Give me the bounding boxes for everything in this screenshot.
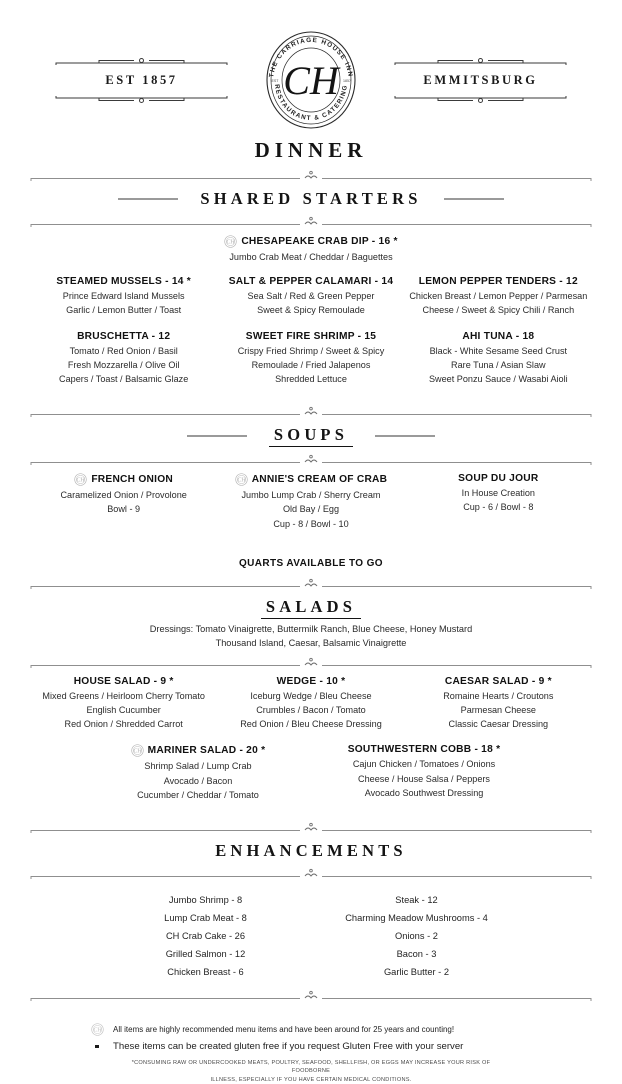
item-desc-line: Crispy Fried Shrimp / Sweet & Spicy [237, 345, 385, 356]
item-desc-line: Classic Caesar Dressing [448, 719, 549, 730]
section-header-soups [30, 425, 592, 447]
item-desc-line: Avocado / Bacon [163, 775, 233, 786]
ornament-rule-top-right [393, 57, 568, 66]
note-text: All items are highly recommended menu items and have been around for 25 years and counting! [113, 1025, 455, 1035]
item-description [221, 488, 400, 531]
item-desc-line: Cucumber / Cheddar / Tomato [137, 789, 259, 800]
enhancement-item[interactable]: Grilled Salmon - 12 [165, 949, 246, 960]
svg-text:CH: CH [237, 477, 246, 484]
section-dash-right [375, 435, 435, 437]
divider-under-title [30, 169, 592, 183]
item-desc-line: Red Onion / Shredded Carrot [64, 719, 183, 730]
menu-item-ahi-tuna[interactable] [405, 331, 592, 387]
item-desc-line: Remoulade / Fried Jalapenos [251, 359, 371, 370]
item-name: MARINER SALAD - 20 * [147, 745, 266, 757]
item-desc-line: Garlic / Lemon Butter / Toast [66, 305, 182, 316]
enhancement-item[interactable]: CH Crab Cake - 26 [165, 931, 246, 942]
enhancements-left-column [100, 895, 311, 977]
item-desc-line: Cup - 6 / Bowl - 8 [463, 502, 534, 513]
item-desc-line: Fresh Mozzarella / Olive Oil [67, 359, 180, 370]
svg-text:CH: CH [226, 239, 235, 246]
divider-starters [30, 215, 592, 229]
item-desc-line: Bowl - 9 [107, 504, 141, 515]
enhancements-right-column [311, 895, 522, 977]
enhancement-item[interactable]: Bacon - 3 [396, 949, 437, 960]
divider-above-enhancements [30, 821, 592, 835]
menu-item-french-onion[interactable] [30, 473, 217, 531]
item-name: CAESAR SALAD - 9 * [444, 675, 552, 687]
item-description [34, 689, 213, 732]
section-header-starters [30, 189, 592, 209]
salads-grid [30, 676, 592, 745]
item-name: LEMON PEPPER TENDERS - 12 [418, 276, 578, 288]
item-description [221, 289, 400, 317]
item-desc-line: Prince Edward Island Mussels [62, 291, 185, 302]
enhancement-item[interactable]: Chicken Breast - 6 [167, 967, 244, 978]
disclaimer-line: *CONSUMING RAW OR UNDERCOOKED MEATS, POULTRY, SEAFOOD, SHELLFISH, OR EGGS MAY INCREASE YOUR RISK OF FOODBORNE [131, 1060, 491, 1075]
ornament-rule-bottom [54, 95, 229, 104]
salad-dressings-note [30, 622, 592, 650]
item-desc-line: Avocado Southwest Dressing [364, 787, 484, 798]
note-gluten-free [90, 1041, 532, 1052]
item-description [409, 689, 588, 732]
menu-item-featured-crab-dip[interactable] [30, 235, 592, 264]
page-title: DINNER [254, 138, 368, 162]
note-marker-seal [90, 1023, 104, 1036]
svg-text:1857: 1857 [343, 79, 351, 83]
health-disclaimer [90, 1059, 532, 1084]
menu-item-lemon-pepper-tenders[interactable] [405, 276, 592, 317]
enhancements-grid [30, 887, 592, 983]
established-block [54, 57, 229, 104]
item-desc-line: Sea Salt / Red & Green Pepper [247, 291, 375, 302]
menu-item-house-salad[interactable] [30, 676, 217, 732]
signature-seal-icon [91, 1023, 104, 1036]
section-title-starters: SHARED STARTERS [200, 189, 422, 208]
enhancement-item[interactable]: Steak - 12 [395, 895, 438, 906]
note-signature-items [90, 1023, 532, 1036]
item-description [409, 344, 588, 387]
svg-text:EST: EST [271, 79, 279, 83]
menu-footer [30, 1009, 592, 1084]
item-description [89, 759, 307, 802]
item-description [34, 488, 213, 516]
soups-grid [30, 473, 592, 544]
menu-item-steamed-mussels[interactable] [30, 276, 217, 317]
item-name: WEDGE - 10 * [276, 675, 346, 687]
item-name: ANNIE'S CREAM OF CRAB [251, 474, 388, 486]
item-name: SOUP DU JOUR [458, 473, 539, 485]
note-marker-square [90, 1045, 104, 1049]
item-desc-line: English Cucumber [86, 705, 161, 716]
item-name: HOUSE SALAD - 9 * [73, 675, 174, 687]
section-title-salads: SALADS [261, 597, 361, 619]
divider-footer [30, 989, 592, 1003]
item-desc-line: Tomato / Red Onion / Basil [69, 345, 178, 356]
item-name: BRUSCHETTA - 12 [77, 330, 171, 342]
enhancement-item[interactable]: Lump Crab Meat - 8 [164, 913, 247, 924]
carriage-house-seal-icon [259, 24, 363, 136]
quarts-available-note: QUARTS AVAILABLE TO GO [239, 557, 383, 569]
divider-enhancements [30, 867, 592, 881]
section-header-salads [30, 597, 592, 619]
established-label: EST 1857 [105, 72, 178, 87]
divider-above-salads [30, 577, 592, 591]
item-desc-line: Cup - 8 / Bowl - 10 [273, 518, 349, 529]
item-name: SOUTHWESTERN COBB - 18 * [347, 744, 501, 756]
item-description [315, 757, 533, 800]
starters-grid [30, 276, 592, 399]
item-desc-line: Chicken Breast / Lemon Pepper / Parmesan [409, 291, 588, 302]
enhancement-item[interactable]: Jumbo Shrimp - 8 [168, 895, 243, 906]
enhancement-item[interactable]: Garlic Butter - 2 [383, 967, 450, 978]
menu-item-mariner-salad[interactable] [85, 744, 311, 802]
location-block [393, 57, 568, 104]
item-desc-line: Rare Tuna / Asian Slaw [451, 359, 546, 370]
dressings-line: Thousand Island, Caesar, Balsamic Vinaigrette [215, 637, 407, 648]
item-desc-line: Sweet & Spicy Remoulade [257, 305, 365, 316]
item-name-line [34, 235, 588, 248]
menu-item-salt-pepper-calamari[interactable] [217, 276, 404, 317]
divider-salads [30, 656, 592, 670]
item-name: SALT & PEPPER CALAMARI - 14 [228, 276, 394, 288]
item-desc-line: Cheese / Sweet & Spicy Chili / Ranch [422, 305, 575, 316]
item-desc-line: Sweet Ponzu Sauce / Wasabi Aioli [428, 374, 568, 385]
item-desc-line: Black - White Sesame Seed Crust [429, 345, 568, 356]
location-label: EMMITSBURG [423, 72, 538, 87]
svg-text:CH: CH [133, 749, 142, 756]
item-desc-line: Shredded Lettuce [275, 374, 347, 385]
signature-seal-icon [74, 473, 87, 486]
svg-text:THE CARRIAGE HOUSE INN: THE CARRIAGE HOUSE INN [268, 36, 354, 78]
divider-above-soups [30, 405, 592, 419]
item-name: STEAMED MUSSELS - 14 * [56, 276, 191, 288]
salads-grid-row2 [30, 744, 592, 815]
item-desc-line: Parmesan Cheese [460, 705, 536, 716]
item-description [221, 344, 400, 387]
restaurant-logo [251, 24, 371, 136]
item-desc-line: Iceburg Wedge / Bleu Cheese [250, 690, 372, 701]
svg-text:CH: CH [92, 1027, 102, 1034]
svg-text:RESTAURANT & CATERING: RESTAURANT & CATERING [272, 83, 350, 123]
item-desc-line: Cajun Chicken / Tomatoes / Onions [352, 759, 496, 770]
menu-item-caesar-salad[interactable] [405, 676, 592, 732]
signature-seal-icon [235, 473, 248, 486]
svg-text:CH: CH [283, 58, 339, 103]
item-description [409, 289, 588, 317]
item-desc-line: Jumbo Lump Crab / Sherry Cream [241, 490, 381, 501]
item-desc-line: Jumbo Crab Meat / Cheddar / Baguettes [229, 252, 393, 262]
item-desc-line: Shrimp Salad / Lump Crab [144, 761, 252, 772]
item-desc-line: Caramelized Onion / Provolone [60, 490, 187, 501]
enhancement-item[interactable]: Charming Meadow Mushrooms - 4 [345, 913, 488, 924]
ornament-rule-top [54, 57, 229, 66]
section-title-soups: SOUPS [269, 425, 353, 447]
item-desc-line: In House Creation [461, 488, 535, 499]
menu-item-southwestern-cobb[interactable] [311, 744, 537, 802]
menu-item-bruschetta[interactable] [30, 331, 217, 387]
section-header-enhancements [30, 841, 592, 861]
signature-seal-icon [131, 744, 144, 757]
item-description [221, 689, 400, 732]
disclaimer-line: ILLNESS, ESPECIALLY IF YOU HAVE CERTAIN MEDICAL CONDITIONS. [210, 1076, 412, 1083]
item-name: AHI TUNA - 18 [462, 330, 535, 342]
menu-item-sweet-fire-shrimp[interactable] [217, 331, 404, 387]
item-desc-line: Capers / Toast / Balsamic Glaze [59, 374, 189, 385]
menu-item-wedge[interactable] [217, 676, 404, 732]
item-name: FRENCH ONION [91, 474, 173, 486]
item-desc-line: Old Bay / Egg [282, 504, 340, 515]
item-description [34, 289, 213, 317]
item-description [409, 486, 588, 514]
item-desc-line: Romaine Hearts / Croutons [443, 690, 554, 701]
menu-item-soup-du-jour[interactable] [405, 473, 592, 531]
section-dash-right [444, 198, 504, 200]
section-title-enhancements: ENHANCEMENTS [215, 841, 407, 861]
ornament-rule-bottom-right [393, 95, 568, 104]
svg-text:CH: CH [76, 477, 85, 484]
item-desc-line: Cheese / House Salsa / Peppers [358, 773, 490, 784]
item-description [34, 250, 588, 264]
gluten-free-bullet-icon [95, 1045, 99, 1049]
menu-item-annies-cream-of-crab[interactable] [217, 473, 404, 531]
divider-soups [30, 453, 592, 467]
item-description [34, 344, 213, 387]
section-dash-left [118, 198, 178, 200]
menu-header [30, 0, 592, 123]
item-desc-line: Crumbles / Bacon / Tomato [256, 705, 366, 716]
item-desc-line: Red Onion / Bleu Cheese Dressing [240, 719, 382, 730]
dressings-line: Dressings: Tomato Vinaigrette, Buttermilk Ranch, Blue Cheese, Honey Mustard [149, 623, 473, 634]
item-name: CHESAPEAKE CRAB DIP - 16 * [241, 236, 398, 247]
note-text: These items can be created gluten free if you request Gluten Free with your server [113, 1041, 464, 1053]
item-desc-line: Mixed Greens / Heirloom Cherry Tomato [42, 690, 205, 701]
enhancement-item[interactable]: Onions - 2 [395, 931, 438, 942]
signature-seal-icon [224, 235, 237, 248]
section-dash-left [187, 435, 247, 437]
item-name: SWEET FIRE SHRIMP - 15 [245, 330, 377, 342]
